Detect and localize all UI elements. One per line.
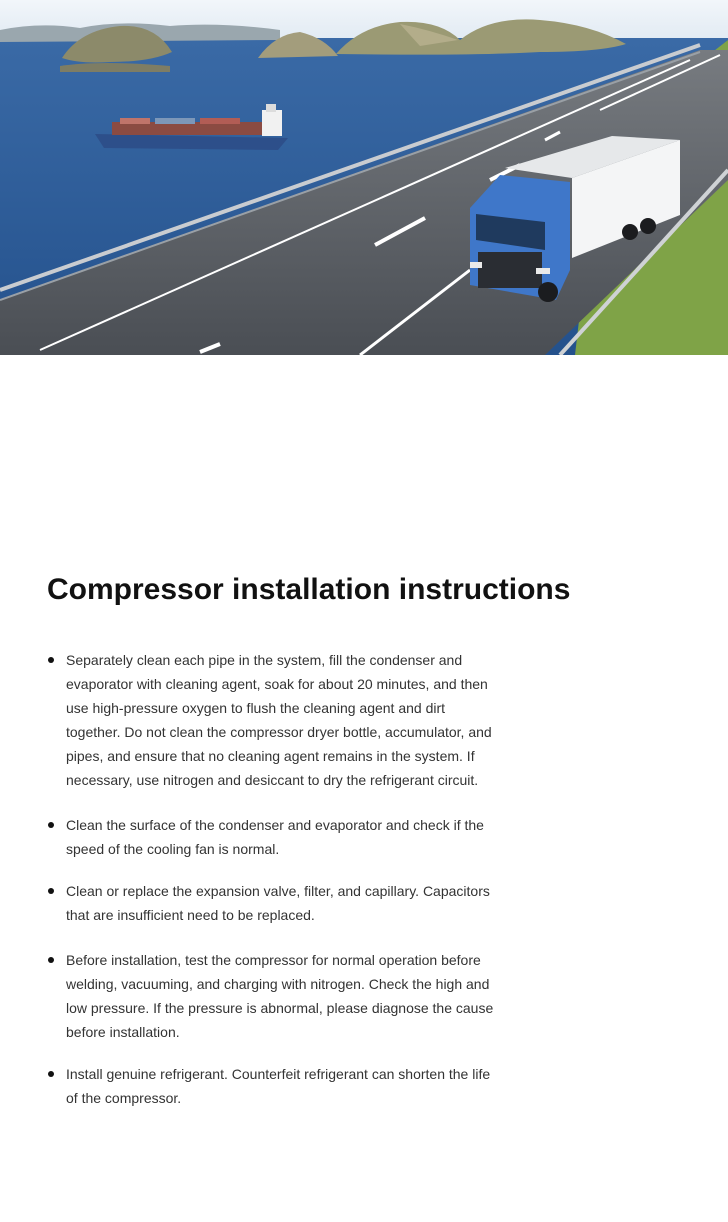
list-item xyxy=(47,1062,497,1110)
list-item-text: Before installation, test the compressor for normal operation before welding, vacuuming, and charging with nitrogen. Check the high and low pressure. If the pressure is abnormal, please diagnose the cause before installation. xyxy=(66,952,494,1040)
list-item xyxy=(47,948,497,1044)
list-item-text: Install genuine refrigerant. Counterfeit refrigerant can shorten the life of the compressor. xyxy=(66,1066,491,1106)
list-item xyxy=(47,648,497,792)
highway-truck-ship-illustration xyxy=(0,0,728,355)
bullet-icon xyxy=(48,888,54,894)
list-item-text: Clean or replace the expansion valve, filter, and capillary. Capacitors that are insufficient need to be replaced. xyxy=(66,883,490,923)
hero-image xyxy=(0,0,728,355)
instruction-list xyxy=(47,648,497,1110)
bullet-icon xyxy=(48,957,54,963)
bullet-icon xyxy=(48,657,54,663)
bullet-icon xyxy=(48,822,54,828)
list-item-text: Separately clean each pipe in the system, fill the condenser and evaporator with cleaning agent, soak for about 20 minutes, and then use high-pressure oxygen to flush the cleaning agent and dirt together. Do not clean the compressor dryer bottle, accumulator, and pipes, and ensure that no cleaning agent remains in the system. If necessary, use nitrogen and desiccant to dry the refrigerant circuit. xyxy=(66,652,492,788)
list-item xyxy=(47,879,497,927)
page-title: Compressor installation instructions xyxy=(47,573,571,606)
list-item xyxy=(47,813,497,861)
list-item-text: Clean the surface of the condenser and evaporator and check if the speed of the cooling fan is normal. xyxy=(66,817,484,857)
bullet-icon xyxy=(48,1071,54,1077)
